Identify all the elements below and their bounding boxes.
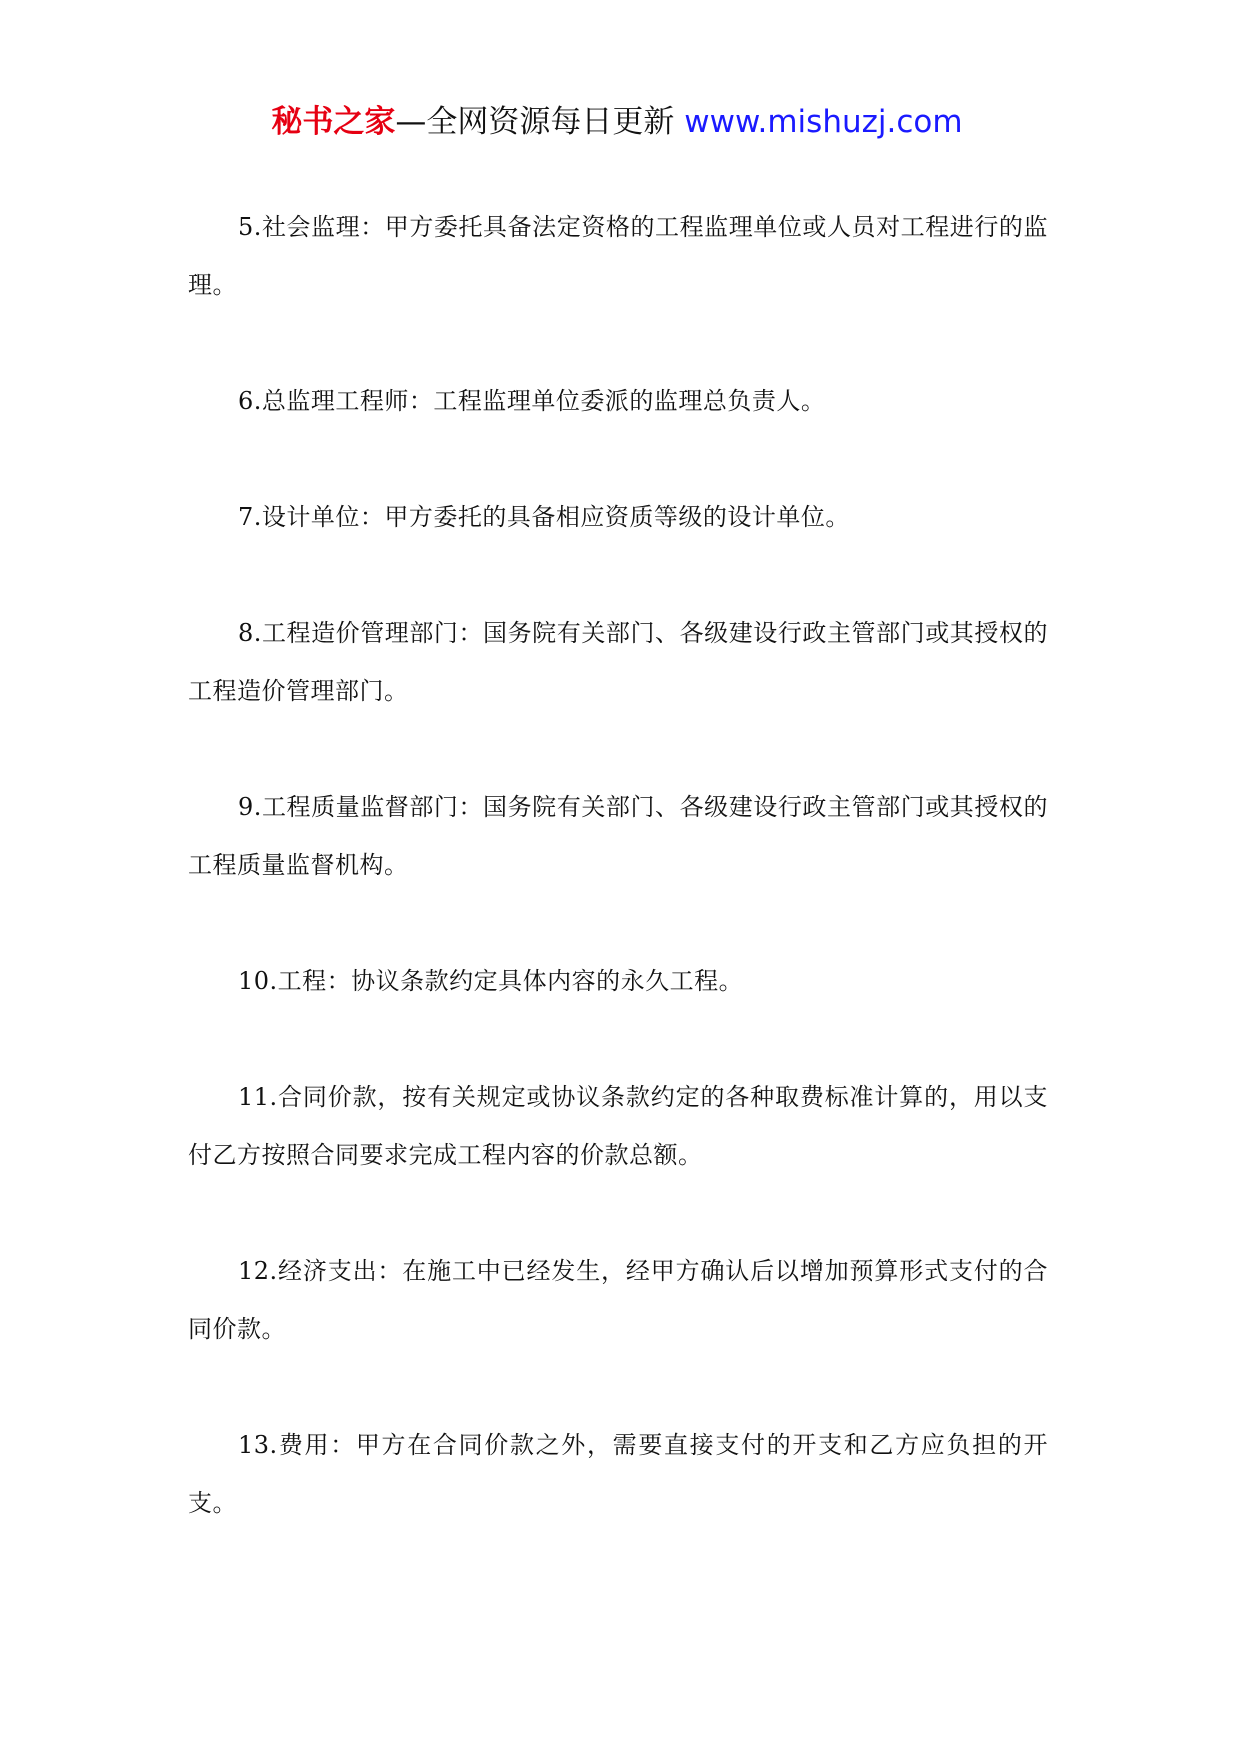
clause-9: 9.工程质量监督部门：国务院有关部门、各级建设行政主管部门或其授权的工程质量监督机构。	[188, 793, 1048, 879]
brand-name: 秘书之家	[271, 104, 396, 140]
clause-13: 13.费用：甲方在合同价款之外，需要直接支付的开支和乙方应负担的开支。	[188, 1431, 1048, 1517]
clause-12: 12.经济支出：在施工中已经发生，经甲方确认后以增加预算形式支付的合同价款。	[188, 1257, 1048, 1343]
page-header	[0, 100, 1234, 144]
clause-11: 11.合同价款，按有关规定或协议条款约定的各种取费标准计算的，用以支付乙方按照合同要求完成工程内容的价款总额。	[188, 1083, 1048, 1169]
clause-7: 7.设计单位：甲方委托的具备相应资质等级的设计单位。	[238, 503, 850, 531]
clause-5: 5.社会监理：甲方委托具备法定资格的工程监理单位或人员对工程进行的监理。	[188, 213, 1048, 299]
site-url-link[interactable]: www.mishuzj.com	[684, 104, 963, 140]
header-slogan: —全网资源每日更新	[395, 104, 675, 140]
clause-6: 6.总监理工程师：工程监理单位委派的监理总负责人。	[238, 387, 826, 415]
clause-10: 10.工程：协议条款约定具体内容的永久工程。	[238, 967, 744, 995]
document-body	[188, 198, 1048, 1590]
clause-8: 8.工程造价管理部门：国务院有关部门、各级建设行政主管部门或其授权的工程造价管理部门。	[188, 619, 1048, 705]
